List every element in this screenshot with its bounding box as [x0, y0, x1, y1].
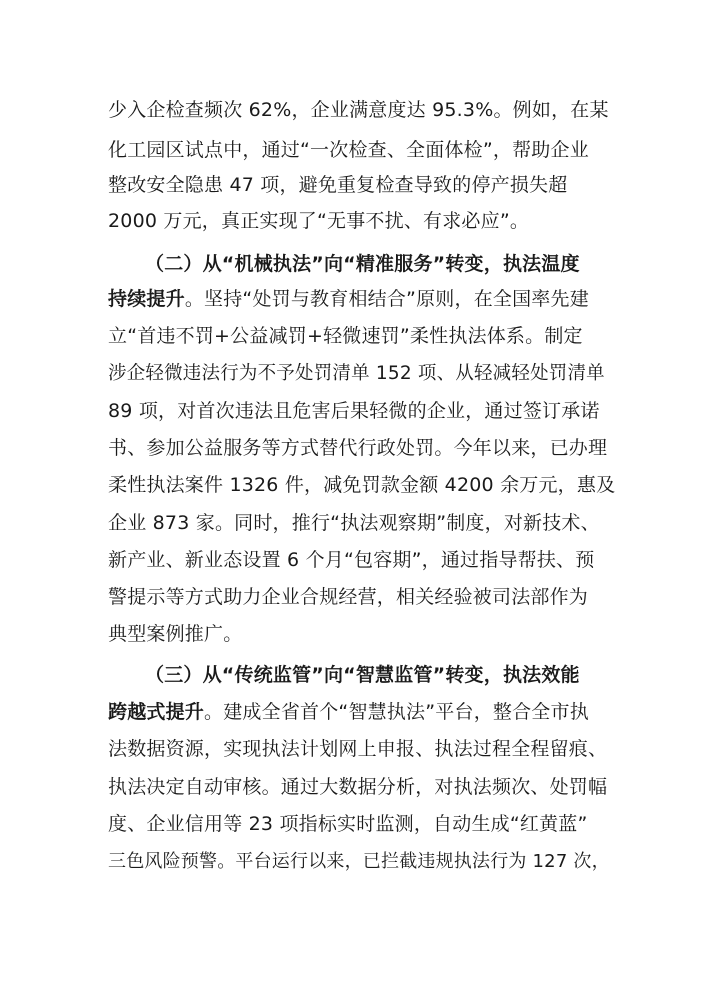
heading-bold-text: （三）从“传统监管”向“智慧监管”转变，执法效能 [145, 664, 580, 686]
body-text-line [108, 775, 607, 799]
body-text-line [108, 473, 615, 497]
body-text-line [108, 399, 600, 423]
line-text: 书、参加公益服务等方式替代行政处罚。今年以来，已办理 [108, 437, 608, 459]
body-text-line [108, 850, 610, 874]
body-text-line [108, 700, 589, 724]
body-text-line [108, 812, 588, 836]
section-heading-two [145, 252, 580, 276]
body-text-line [108, 98, 609, 122]
line-text: 执法决定自动审核。通过大数据分析，对执法频次、处罚幅 [108, 776, 608, 798]
line-text: 整改安全隐患 47 项，避免重复检查导致的停产损失超 [108, 174, 568, 196]
line-text: 企业 873 家。同时，推行“执法观察期”制度，对新技术、 [108, 512, 600, 534]
body-text-line [108, 737, 607, 761]
body-text-line [108, 173, 567, 197]
body-text-line [108, 138, 589, 162]
body-text-line [108, 362, 605, 386]
line-text: 立“首违不罚+公益减罚+轻微速罚”柔性执法体系。制定 [108, 325, 583, 347]
body-text-line [108, 209, 529, 233]
body-text-line [108, 622, 242, 646]
heading-bold-text: 跨越式提升 [108, 701, 205, 723]
line-text: 新产业、新业态设置 6 个月“包容期”，通过指导帮扶、预 [108, 549, 595, 571]
body-text-line [108, 324, 583, 348]
heading-bold-text: （二）从“机械执法”向“精准服务”转变，执法温度 [145, 253, 580, 275]
heading-bold-text: 持续提升 [108, 288, 185, 310]
line-text: 89 项，对首次违法且危害后果轻微的企业，通过签订承诺 [108, 400, 600, 422]
section-heading-three [145, 663, 580, 687]
body-text-line [108, 287, 589, 311]
line-text: 三色风险预警。平台运行以来，已拦截违规执法行为 127 次， [108, 851, 610, 872]
line-text: 。坚持“处罚与教育相结合”原则，在全国率先建 [184, 288, 589, 310]
line-text: 法数据资源，实现执法计划网上申报、执法过程全程留痕、 [108, 738, 608, 760]
line-text: 警提示等方式助力企业合规经营，相关经验被司法部作为 [108, 586, 589, 608]
line-text: 2000 万元，真正实现了“无事不扰、有求必应”。 [108, 210, 530, 232]
line-text: 。建成全省首个“智慧执法”平台，整合全市执 [204, 701, 589, 723]
body-text-line [108, 548, 594, 572]
line-text: 涉企轻微违法行为不予处罚清单 152 项、从轻减轻处罚清单 [108, 363, 605, 384]
body-text-line [108, 585, 588, 609]
line-text: 度、企业信用等 23 项指标实时监测，自动生成“红黄蓝” [108, 813, 588, 835]
line-text: 典型案例推广。 [108, 623, 243, 645]
line-text: 柔性执法案件 1326 件，减免罚款金额 4200 余万元，惠及 [108, 474, 616, 496]
body-text-line [108, 436, 607, 460]
body-text-line [108, 511, 600, 535]
line-text: 少入企检查频次 62%，企业满意度达 95.3%。例如，在某 [108, 99, 609, 121]
line-text: 化工园区试点中，通过“一次检查、全面体检”，帮助企业 [108, 139, 589, 161]
